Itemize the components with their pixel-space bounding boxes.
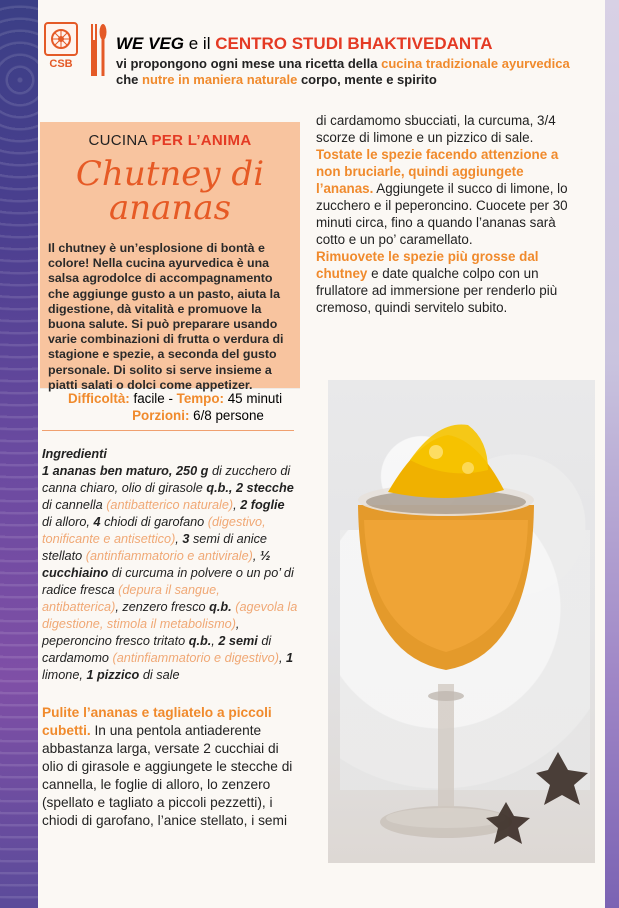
- ingredient-text-run: , zenzero fresco: [115, 600, 210, 614]
- ingredients-list: [42, 463, 298, 684]
- ingredient-text-run: di cardamomo: [42, 634, 272, 665]
- ingredient-text-run: di zucchero di canna chiaro, olio di girasole: [42, 464, 291, 495]
- ingredients-title: Ingredienti: [42, 447, 107, 461]
- ingredient-text-run: di curcuma in polvere o un po’ di radice fresca: [42, 566, 294, 597]
- ingredient-text-run: di sale: [139, 668, 180, 682]
- header-subtitle-2: che nutre in maniera naturale corpo, mente e spirito: [116, 72, 437, 87]
- ingredient-text-run: 250 g: [175, 464, 209, 478]
- ingredient-text-run: q.b.: [209, 600, 232, 614]
- meta-line-2: Porzioni: 6/8 persone: [132, 408, 264, 423]
- ingredient-text-run: (depura il sangue, antibatterica): [42, 583, 220, 614]
- ingredient-text-run: semi di anice stellato: [42, 532, 267, 563]
- ingredient-text-run: 4: [93, 515, 101, 529]
- ingredient-text-run: ,: [175, 532, 183, 546]
- ingredient-text-run: 1 pizzico: [86, 668, 140, 682]
- decorative-left-border: [0, 0, 38, 908]
- meta-line-1: Difficoltà: facile - Tempo: 45 minuti: [68, 391, 283, 406]
- ingredient-text-run: chiodi di garofano: [100, 515, 208, 529]
- instructions-continued: [316, 112, 578, 316]
- ingredient-text-run: q.b., 2 stecche: [206, 481, 294, 495]
- ingredient-text-run: 2 semi: [218, 634, 258, 648]
- ingredient-text-run: 3: [182, 532, 190, 546]
- ingredients-block: [42, 446, 298, 684]
- ingredient-text-run: , peperoncino fresco tritato: [42, 617, 240, 648]
- ingredient-text-run: (digestivo, tonificante e antisettico): [42, 515, 266, 546]
- magazine-page: [38, 0, 605, 908]
- recipe-title: Chutney di ananas: [75, 154, 265, 228]
- ingredient-text-run: 2 foglie: [240, 498, 285, 512]
- instruction-paragraph: Rimuovete le spezie più grosse dal chutney e date qualche colpo con un frullatore ad immersione per renderlo più cremoso, quindi servitelo subito.: [316, 249, 558, 315]
- section-title: CUCINA PER L’ANIMA: [88, 132, 252, 149]
- ingredient-text-run: (antinfiammatorio e digestivo): [112, 651, 279, 665]
- logo-label: CSB: [49, 58, 73, 70]
- decorative-right-border: [605, 0, 619, 908]
- header-subtitle-1: vi propongono ogni mese una ricetta della cucina tradizionale ayurvedica: [116, 56, 570, 71]
- ingredient-text-run: ,: [252, 549, 260, 563]
- header-title: [116, 34, 493, 54]
- ingredient-text-run: q.b.: [188, 634, 212, 648]
- ingredient-text-run: limone,: [42, 668, 87, 682]
- ingredient-text-run: 1: [286, 651, 294, 665]
- instruction-paragraph: di cardamomo sbucciati, la curcuma, 3/4 scorze di limone e un pizzico di sale.: [316, 113, 556, 145]
- recipe-meta: [68, 390, 328, 424]
- ingredient-text-run: (antinfiammatorio e antivirale): [85, 549, 253, 563]
- divider: [42, 430, 294, 431]
- chutney-photo: [328, 380, 595, 863]
- ingredient-text-run: 1 ananas ben maturo,: [42, 464, 176, 478]
- instruction-paragraph: Tostate le spezie facendo attenzione a non bruciarle, quindi aggiungete l’ananas. Aggiungete il succo di limone, lo zucchero e il peperoncino. Cuocete per 30 minuti circa, fino a quando l’ananas sarà cotto e un po’ caramellato.: [316, 147, 568, 247]
- we-veg-brand: WE VEG: [116, 34, 185, 53]
- fork-spoon-icon: [88, 20, 108, 80]
- csb-brand: CENTRO STUDI BHAKTIVEDANTA: [215, 34, 493, 53]
- ingredient-text-run: (antibatterico naturale): [106, 498, 234, 512]
- intro-paragraph: Il chutney è un’esplosione di bontà e colore! Nella cucina ayurvedica è una salsa agrodolce di accompagnamento che aggiunge gusto a un pasto, aiuta la digestione, dà vitalità e promuove la buona salute. Si può preparare usando varie combinazioni di frutta o verdura di stagione e spezie, a seconda del gusto personale. Di solito si serve insieme a piatti salati o dolci come appetizer.: [48, 241, 284, 392]
- procedure-block: Pulite l’ananas e tagliatelo a piccoli cubetti. In una pentola antiaderente abbastanza larga, versate 2 cucchiai di olio di girasole e aggiungete le stecche di cannella, le foglie di alloro, lo zenzero (spellato e tagliato a piccoli pezzetti), i chiodi di garofano, l’anice stellato, i semi: [42, 705, 293, 828]
- ingredient-text-run: di cannella: [42, 498, 107, 512]
- csb-logo-icon: [44, 22, 78, 56]
- ingredient-text-run: ,: [211, 634, 219, 648]
- ingredient-text-run: di alloro,: [42, 515, 94, 529]
- ingredient-text-run: ,: [233, 498, 241, 512]
- ingredient-text-run: ,: [278, 651, 286, 665]
- glass-illustration: [328, 380, 595, 863]
- header-connector: e il: [184, 34, 216, 53]
- ingredient-text-run: ½ cucchiaino: [42, 549, 271, 580]
- intro-box: [40, 122, 300, 392]
- ingredient-text-run: (agevola la digestione, stimola il metabolismo): [42, 600, 298, 631]
